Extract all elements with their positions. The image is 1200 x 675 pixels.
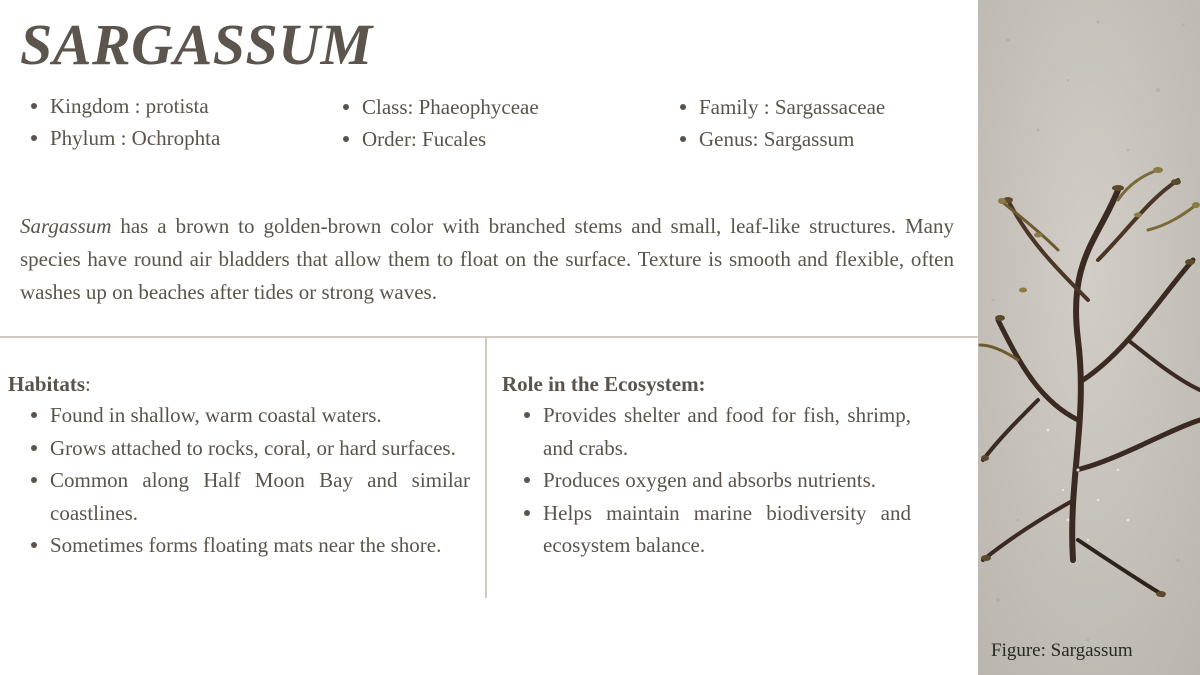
taxonomy-column-1 <box>22 90 220 154</box>
page-title: SARGASSUM <box>20 12 373 77</box>
ecosystem-heading: Role in the Ecosystem: <box>502 372 706 396</box>
habitats-heading-label: Habitats <box>8 372 86 396</box>
habitats-heading <box>8 369 91 399</box>
taxonomy-kingdom: Kingdom : protista <box>22 90 220 122</box>
horizontal-divider <box>0 336 978 338</box>
sargassum-illustration <box>978 0 1200 675</box>
description-italic-term: Sargassum <box>20 214 112 238</box>
taxonomy-order: Order: Fucales <box>334 123 539 155</box>
habitat-item: Sometimes forms floating mats near the shore. <box>22 529 470 562</box>
habitat-item: Found in shallow, warm coastal waters. <box>22 399 470 432</box>
ecosystem-item: Provides shelter and food for fish, shrimp, and crabs. <box>515 399 911 464</box>
habitat-item: Grows attached to rocks, coral, or hard surfaces. <box>22 432 470 465</box>
sargassum-photo <box>978 0 1200 675</box>
taxonomy-column-3 <box>671 91 885 155</box>
habitat-item: Common along Half Moon Bay and similar coastlines. <box>22 464 470 529</box>
ecosystem-item: Produces oxygen and absorbs nutrients. <box>515 464 911 497</box>
taxonomy-class: Class: Phaeophyceae <box>334 91 539 123</box>
taxonomy-phylum: Phylum : Ochrophta <box>22 122 220 154</box>
habitats-heading-colon: : <box>85 372 91 396</box>
taxonomy-family: Family : Sargassaceae <box>671 91 885 123</box>
habitats-list <box>22 399 470 562</box>
figure-caption: Figure: Sargassum <box>991 640 1133 661</box>
taxonomy-genus: Genus: Sargassum <box>671 123 885 155</box>
description-paragraph <box>20 210 954 309</box>
ecosystem-item: Helps maintain marine biodiversity and ecosystem balance. <box>515 497 911 562</box>
vertical-divider <box>485 338 487 598</box>
ecosystem-list <box>515 399 911 562</box>
taxonomy-column-2 <box>334 91 539 155</box>
description-text: has a brown to golden-brown color with branched stems and small, leaf-like structures. Many species have round air bladders that allow them to float on the surface. Texture is smooth and flexible, often washes up on beaches after tides or strong waves. <box>20 214 954 304</box>
